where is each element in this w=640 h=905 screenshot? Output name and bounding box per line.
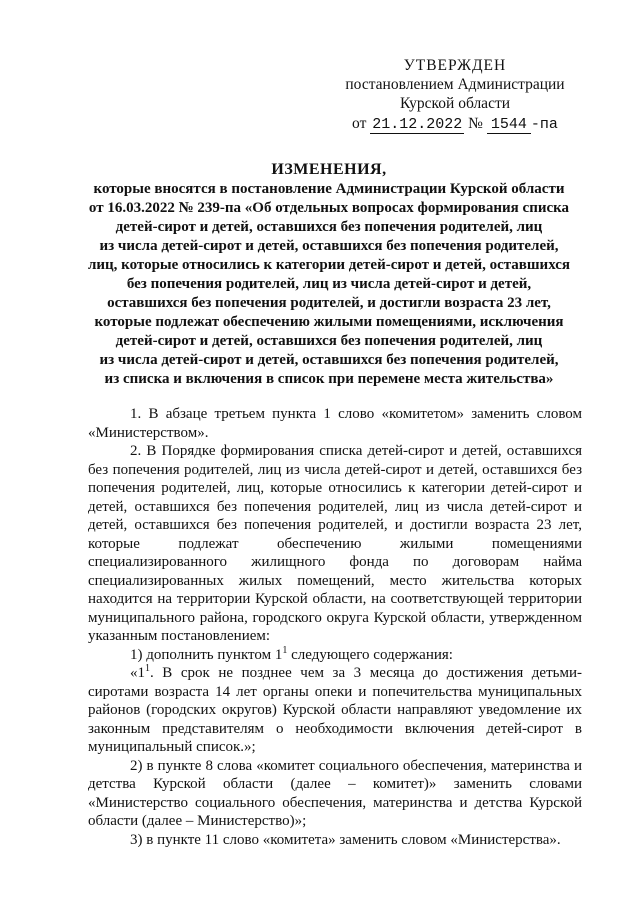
paragraph-3-text: 1) дополнить пунктом 1 — [130, 646, 283, 663]
approval-heading: УТВЕРЖДЕН — [403, 57, 507, 74]
approval-date: 21.12.2022 — [372, 116, 463, 133]
title-line: из числа детей-сирот и детей, оставшихся без попечения родителей, — [99, 352, 559, 368]
paragraph-3-text-end: следующего содержания: — [287, 646, 453, 663]
paragraph-2: 2. В Порядке формирования списка детей-сирот и детей, оставшихся без попечения родителей, лиц из числа детей-сирот и детей, оставшихся без попечения родителей, лиц, которые относились к категории детей-сирот и детей, оставшихся без попечения родителей, лиц из числа детей-сирот и детей, оставшихся без попечения родителей, и достигли возраста 23 лет, которые подлежат обеспечению жилыми помещениями специализированного жилищного фонда по договорам найма специализированных жилых помещений, место жительства которых находится на территории Курской области, на соответствующей территории муниципального района, городского округа Курской области, утвержденном указанным постановлением: — [88, 443, 582, 644]
document-title — [78, 160, 580, 389]
document-body — [88, 405, 582, 849]
paragraph-5: 2) в пункте 8 слова «комитет социального обеспечения, материнства и детства Курской области (далее – комитет)» заменить словами «Министерство социального обеспечения, материнства и детства Курской области (далее – Министерство)»; — [88, 757, 582, 829]
title-line: без попечения родителей, лиц из числа детей-сирот и детей, — [126, 276, 532, 292]
paragraph-1: 1. В абзаце третьем пункта 1 слово «комитетом» заменить словом «Министерством». — [88, 406, 582, 441]
paragraph-3 — [88, 646, 582, 665]
paragraph-6: 3) в пункте 11 слово «комитета» заменить словом «Министерства». — [130, 831, 561, 848]
title-heading: ИЗМЕНЕНИЯ, — [271, 161, 387, 178]
paragraph-4-text: «1 — [130, 665, 145, 681]
title-line: которые подлежат обеспечению жилыми помещениями, исключения — [94, 314, 564, 330]
number-prefix: № — [468, 115, 483, 132]
date-prefix: от — [352, 115, 367, 132]
title-line: которые вносятся в постановление Администрации Курской области — [93, 181, 565, 197]
paragraph-3-superscript: 1 — [282, 644, 288, 656]
approval-stamp — [330, 56, 580, 134]
title-line: детей-сирот и детей, оставшихся без попечения родителей, лиц — [115, 219, 543, 235]
title-line: лиц, которые относились к категории детей-сирот и детей, оставшихся — [87, 257, 571, 273]
approval-number-suffix: -па — [530, 116, 558, 133]
approval-line-2: Курской области — [399, 95, 511, 112]
paragraph-4 — [88, 664, 582, 757]
paragraph-4-superscript: 1 — [145, 663, 150, 674]
paragraph-4-text-end: . В срок не позднее чем за 3 месяца до достижения детьми-сиротами возраста 14 лет органы опеки и попечительства муниципальных районов (городских округов) Курской области направляют уведомление их законным представителям о необходимости включения детей-сирот в муниципальный список.»; — [88, 665, 582, 755]
title-line: из числа детей-сирот и детей, оставшихся без попечения родителей, — [99, 238, 559, 254]
approval-number: 1544 — [487, 116, 531, 134]
title-line: детей-сирот и детей, оставшихся без попечения родителей, лиц — [115, 333, 543, 349]
approval-dateline — [330, 114, 580, 134]
title-line: оставшихся без попечения родителей, и достигли возраста 23 лет, — [107, 295, 551, 311]
title-line: из списка и включения в список при перемене места жительства» — [104, 371, 554, 387]
title-line: от 16.03.2022 № 239-па «Об отдельных вопросах формирования списка — [88, 200, 570, 216]
approval-line-1: постановлением Администрации — [345, 76, 565, 93]
